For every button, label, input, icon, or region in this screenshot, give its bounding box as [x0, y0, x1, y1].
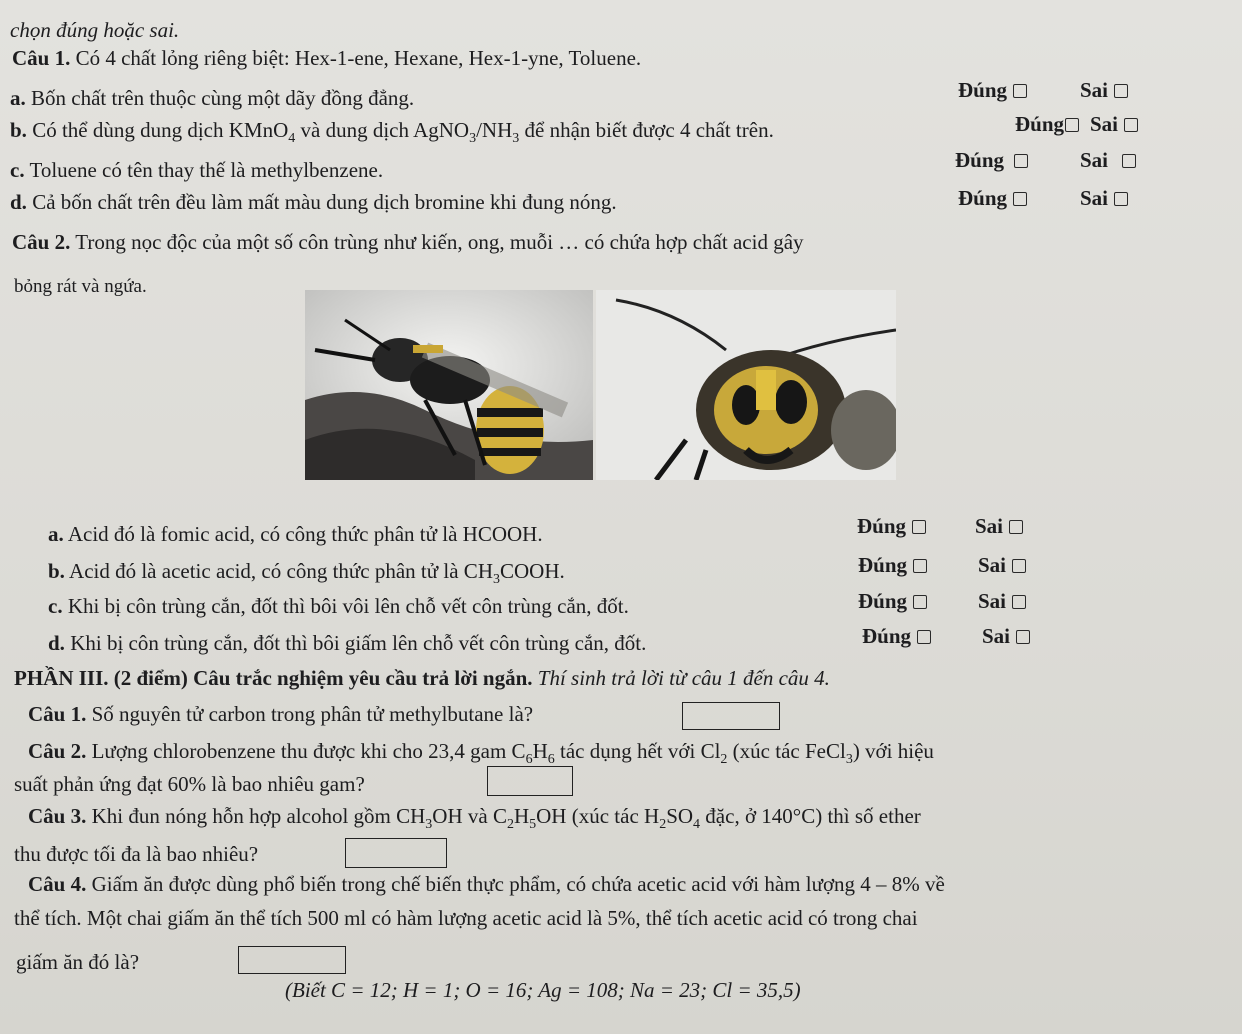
q2-d-true[interactable]: Đúng — [862, 624, 931, 649]
part3-q4-line3: giấm ăn đó là? — [16, 950, 140, 974]
part3-heading: PHẦN III. (2 điểm) Câu trắc nghiệm yêu cầu trả lời ngắn. Thí sinh trả lời từ câu 1 đến câu 4. — [14, 666, 830, 690]
part3-q2-line2: suất phản ứng đạt 60% là bao nhiêu gam? — [14, 772, 365, 796]
checkbox-icon[interactable] — [1013, 84, 1027, 98]
q1-title — [12, 46, 641, 71]
q2-a-false[interactable]: Sai — [975, 514, 1023, 539]
q1-b-false[interactable]: Sai — [1090, 112, 1138, 137]
q1-a-false[interactable]: Sai — [1080, 78, 1128, 103]
q2-statement-b: b. Acid đó là acetic acid, có công thức phân tử là $CH_3COOH$. — [48, 559, 565, 588]
q2-c-true[interactable]: Đúng — [858, 589, 927, 614]
checkbox-icon[interactable] — [1124, 118, 1138, 132]
q1-d-false[interactable]: Sai — [1080, 186, 1128, 211]
part3-q1: Câu 1. Số nguyên tử carbon trong phân tử methylbutane là? — [28, 702, 534, 726]
q1-d-true[interactable]: Đúng — [958, 186, 1027, 211]
part3-q4: Câu 4. Giấm ăn được dùng phổ biến trong chế biến thực phẩm, có chứa acetic acid với hàm lượng 4 – 8% về — [28, 872, 945, 896]
checkbox-icon[interactable] — [1012, 595, 1026, 609]
checkbox-icon[interactable] — [1114, 192, 1128, 206]
q1-number: Câu 1. — [12, 46, 71, 70]
q1-c-false[interactable]: Sai — [1080, 148, 1136, 173]
part3-q3-answer-box[interactable] — [345, 838, 447, 868]
q2-statement-c: c. Khi bị côn trùng cắn, đốt thì bôi vôi lên chỗ vết côn trùng cắn, đốt. — [48, 594, 629, 618]
checkbox-icon[interactable] — [912, 520, 926, 534]
q2-b-false[interactable]: Sai — [978, 553, 1026, 578]
q1-a-true[interactable]: Đúng — [958, 78, 1027, 103]
wasp-photo-right — [596, 290, 896, 480]
part3-q4-line2: thể tích. Một chai giấm ăn thể tích 500 ml có hàm lượng acetic acid là 5%, thể tích acetic acid có trong chai — [14, 906, 918, 930]
checkbox-icon[interactable] — [1122, 154, 1136, 168]
part3-q2: Câu 2. Lượng chlorobenzene thu được khi cho 23,4 gam $C_6H_6$ tác dụng hết với $Cl_2$ (xúc tác FeCl$_3$) với hiệu — [28, 739, 934, 768]
q2-title: Câu 2. Trong nọc độc của một số côn trùng như kiến, ong, muỗi … có chứa hợp chất acid gây — [12, 230, 804, 254]
q2-statement-d: d. Khi bị côn trùng cắn, đốt thì bôi giấm lên chỗ vết côn trùng cắn, đốt. — [48, 631, 647, 655]
intro-text: chọn đúng hoặc sai. — [10, 18, 180, 42]
checkbox-icon[interactable] — [1012, 559, 1026, 573]
checkbox-icon[interactable] — [917, 630, 931, 644]
checkbox-icon[interactable] — [1014, 154, 1028, 168]
part3-q1-answer-box[interactable] — [682, 702, 780, 730]
part3-q2-answer-box[interactable] — [487, 766, 573, 796]
part3-q3-line2: thu được tối đa là bao nhiêu? — [14, 842, 259, 866]
q1-statement-b: b. Có thể dùng dung dịch KMnO$_4$ và dung dịch $AgNO_3/NH_3$ để nhận biết được 4 chất trên. — [10, 118, 774, 147]
q2-title-line2: bỏng rát và ngứa. — [14, 276, 147, 297]
part3-q4-answer-box[interactable] — [238, 946, 346, 974]
wasp-photo-left — [305, 290, 593, 480]
given-atomic-masses: (Biết C = 12; H = 1; O = 16; Ag = 108; Na = 23; Cl = 35,5) — [285, 978, 801, 1002]
checkbox-icon[interactable] — [1114, 84, 1128, 98]
part3-q3: Câu 3. Khi đun nóng hỗn hợp alcohol gồm $CH_3OH$ và $C_2H_5OH$ (xúc tác $H_2SO_4$ đặc, ở 140°C) thì số ether — [28, 804, 921, 833]
checkbox-icon[interactable] — [913, 595, 927, 609]
q1-statement-d: d. Cả bốn chất trên đều làm mất màu dung dịch bromine khi đung nóng. — [10, 190, 617, 214]
q2-b-true[interactable]: Đúng — [858, 553, 927, 578]
q1-statement-c: c. Toluene có tên thay thế là methylbenzene. — [10, 158, 384, 182]
q1-a-text: Bốn chất trên thuộc cùng một dãy đồng đẳng. — [31, 86, 415, 110]
checkbox-icon[interactable] — [1016, 630, 1030, 644]
q1-b-true[interactable]: Đúng — [1015, 112, 1079, 137]
q2-c-false[interactable]: Sai — [978, 589, 1026, 614]
q1-statement-a: a. Bốn chất trên thuộc cùng một dãy đồng đẳng. — [10, 86, 415, 110]
checkbox-icon[interactable] — [913, 559, 927, 573]
q2-statement-a: a. Acid đó là fomic acid, có công thức phân tử là HCOOH. — [48, 522, 543, 546]
checkbox-icon[interactable] — [1065, 118, 1079, 132]
checkbox-icon[interactable] — [1013, 192, 1027, 206]
q1-stem: Có 4 chất lỏng riêng biệt: Hex-1-ene, Hexane, Hex-1-yne, Toluene. — [70, 46, 642, 70]
q2-a-true[interactable]: Đúng — [857, 514, 926, 539]
q1-c-true[interactable]: Đúng — [955, 148, 1028, 173]
q2-d-false[interactable]: Sai — [982, 624, 1030, 649]
checkbox-icon[interactable] — [1009, 520, 1023, 534]
